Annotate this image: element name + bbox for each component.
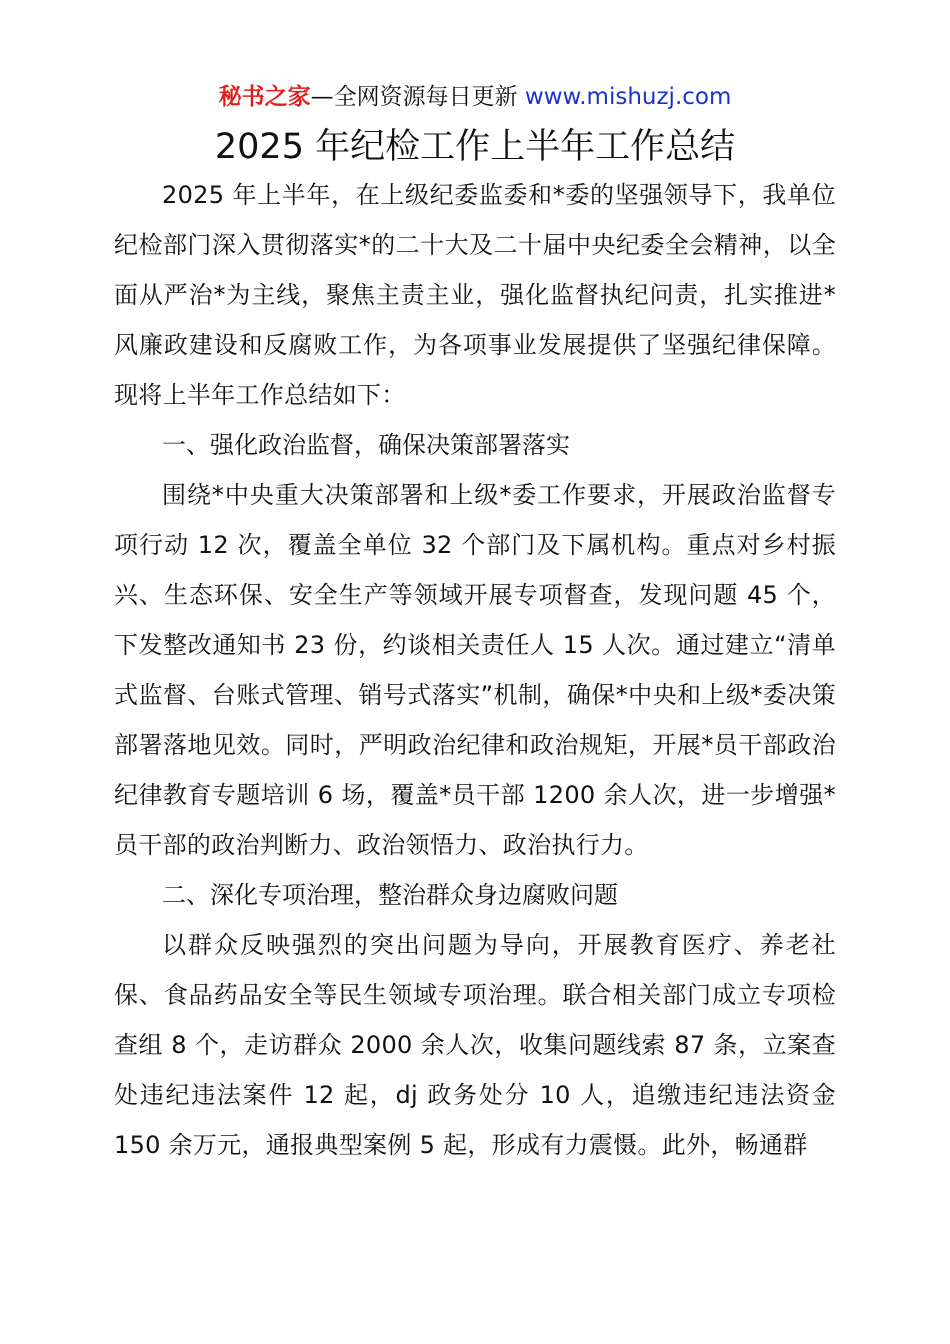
intro-paragraph: 2025 年上半年，在上级纪委监委和*委的坚强领导下，我单位纪检部门深入贯彻落实*的二十大及二十届中央纪委全会精神，以全面从严治*为主线，聚焦主责主业，强化监督执纪问责，扎实推进*风廉政建设和反腐败工作，为各项事业发展提供了坚强纪律保障。现将上半年工作总结如下： [114,181,836,409]
section-heading: 一、强化政治监督，确保决策部署落实 [162,431,570,459]
document-title: 2025 年纪检工作上半年工作总结 [214,127,736,167]
site-header [0,82,950,112]
site-tagline: —全网资源每日更新 [310,84,525,110]
site-brand: 秘书之家 [218,84,311,110]
document-body [114,170,836,1170]
section-heading: 二、深化专项治理，整治群众身边腐败问题 [162,881,618,909]
site-url-link[interactable]: www.mishuzj.com [524,84,732,110]
section-paragraph: 围绕*中央重大决策部署和上级*委工作要求，开展政治监督专项行动 12 次，覆盖全单位 32 个部门及下属机构。重点对乡村振兴、生态环保、安全生产等领域开展专项督查，发现问题 45 个，下发整改通知书 23 份，约谈相关责任人 15 人次。通过建立“清单式监督、台账式管理、销号式落实”机制，确保*中央和上级*委决策部署落地见效。同时，严明政治纪律和政治规矩，开展*员干部政治纪律教育专题培训 6 场，覆盖*员干部 1200 余人次，进一步增强*员干部的政治判断力、政治领悟力、政治执行力。 [114,481,836,859]
section-paragraph: 以群众反映强烈的突出问题为导向，开展教育医疗、养老社保、食品药品安全等民生领域专项治理。联合相关部门成立专项检查组 8 个，走访群众 2000 余人次，收集问题线索 87 条，立案查处违纪违法案件 12 起，dj 政务处分 10 人，追缴违纪违法资金 150 余万元，通报典型案例 5 起，形成有力震慑。此外，畅通群 [114,931,836,1159]
